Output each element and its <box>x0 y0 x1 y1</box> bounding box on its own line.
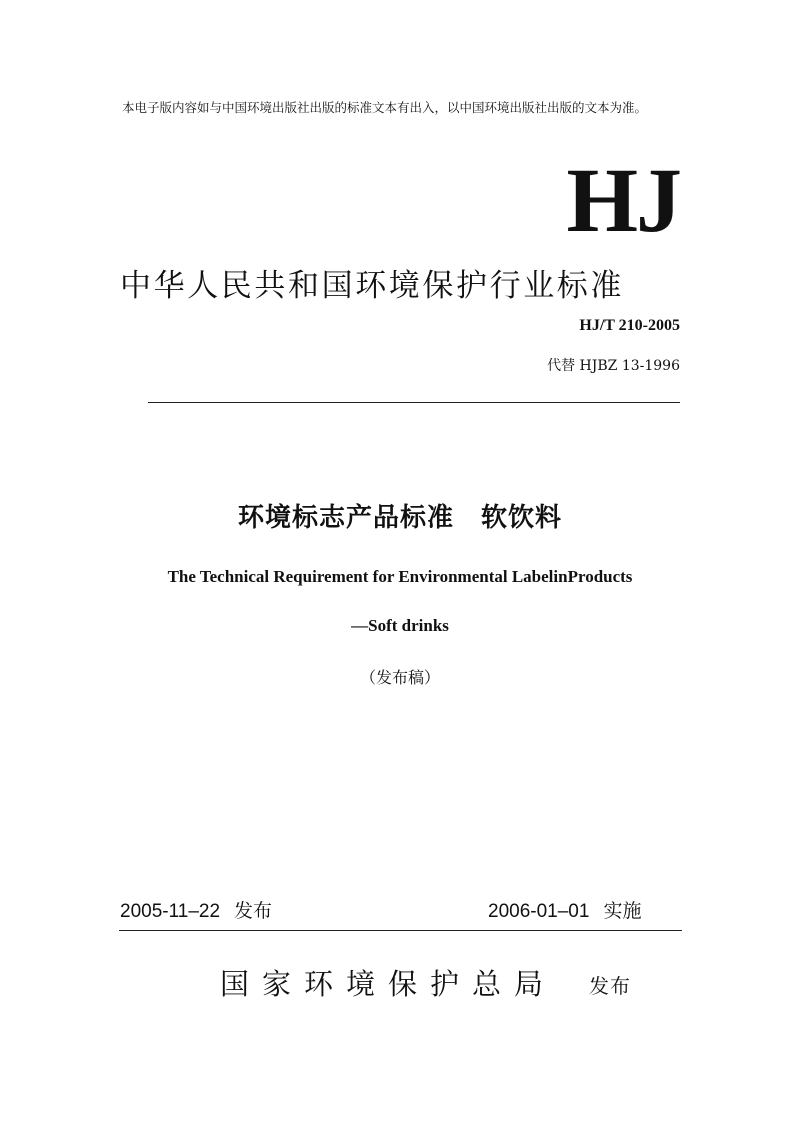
hj-logo: HJ <box>566 149 680 251</box>
issue-label: 发布 <box>234 900 273 922</box>
document-title-cn: 环境标志产品标准 软饮料 <box>237 503 562 533</box>
effective-date-block <box>488 896 641 923</box>
org-title: 中华人民共和国环境保护行业标准 <box>120 268 624 304</box>
replaces-standard: 代替 HJBZ 13-1996 <box>547 358 680 374</box>
issue-date-block <box>120 896 272 923</box>
bottom-divider <box>119 930 682 931</box>
issuer-name: 国家环境保护总局 <box>220 967 557 1001</box>
publisher-notice: 本电子版内容如与中国环境出版社出版的标准文本有出入，以中国环境出版社出版的文本为准。 <box>122 100 648 115</box>
draft-label: （发布稿） <box>359 668 440 687</box>
effective-date: 2006-01–01 <box>488 901 590 922</box>
document-title-en: The Technical Requirement for Environmental LabelinProducts <box>167 567 633 586</box>
standard-number: HJ/T 210-2005 <box>579 317 680 334</box>
issuer-suffix: 发布 <box>589 974 631 998</box>
effective-label: 实施 <box>603 900 642 922</box>
top-divider <box>148 402 680 403</box>
document-subtitle-en: —Soft drinks <box>351 616 449 635</box>
issue-date: 2005-11–22 <box>120 901 221 922</box>
